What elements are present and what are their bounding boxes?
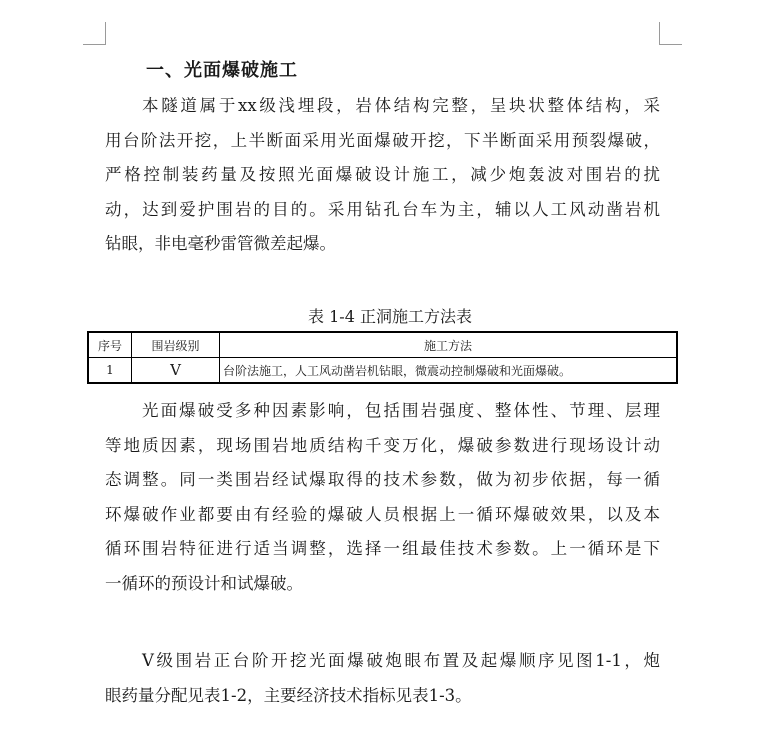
paragraph-line: 一循环的预设计和试爆破。: [105, 573, 303, 593]
header-cell-index: 序号: [88, 332, 132, 358]
page-corner-mark-top-right: [659, 22, 682, 45]
section-heading: 一、光面爆破施工: [146, 60, 298, 81]
cell-method: 台阶法施工，人工风动凿岩机钻眼，微震动控制爆破和光面爆破。: [220, 358, 678, 384]
paragraph-line: 等地质因素，现场围岩地质结构千变万化，爆破参数进行现场设计动: [105, 435, 660, 455]
table-header-row: [88, 332, 677, 358]
paragraph-line: 钻眼，非电毫秒雷管微差起爆。: [105, 234, 336, 253]
construction-method-table: [87, 331, 678, 384]
table-caption: 表 1-4 正洞施工方法表: [308, 307, 472, 326]
paragraph-line: 环爆破作业都要由有经验的爆破人员根据上一循环爆破效果，以及本: [105, 504, 660, 524]
header-cell-rock-grade: 围岩级别: [132, 332, 220, 358]
paragraph-line: 用台阶法开挖，上半断面采用光面爆破开挖，下半断面采用预裂爆破，: [105, 130, 660, 150]
paragraph-3: [105, 644, 660, 713]
paragraph-line: 光面爆破受多种因素影响，包括围岩强度、整体性、节理、层理: [142, 401, 660, 420]
paragraph-line: 态调整。同一类围岩经试爆取得的技术参数，做为初步依据，每一循: [105, 470, 660, 489]
paragraph-1: [105, 89, 660, 262]
header-cell-method: 施工方法: [220, 332, 678, 358]
paragraph-line: 动，达到爱护围岩的目的。采用钻孔台车为主，辅以人工风动凿岩机: [105, 199, 660, 219]
paragraph-line: 眼药量分配见表1-2，主要经济技术指标见表1-3。: [105, 685, 472, 705]
paragraph-line: 严格控制装药量及按照光面爆破设计施工，减少炮轰波对围岩的扰: [105, 165, 660, 184]
page-corner-mark-top-left: [83, 22, 106, 45]
cell-index: 1: [88, 358, 132, 384]
table-row: [88, 358, 677, 384]
paragraph-line: Ⅴ级围岩正台阶开挖光面爆破炮眼布置及起爆顺序见图1-1，炮: [142, 651, 660, 670]
paragraph-2: [105, 394, 660, 601]
paragraph-line: 循环围岩特征进行适当调整，选择一组最佳技术参数。上一循环是下: [105, 539, 660, 558]
cell-rock-grade: Ⅴ: [132, 358, 220, 384]
paragraph-line: 本隧道属于xx级浅埋段，岩体结构完整，呈块状整体结构，采: [142, 96, 660, 115]
